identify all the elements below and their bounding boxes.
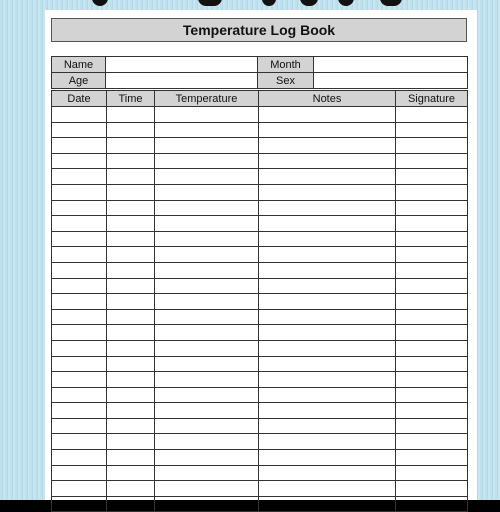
table-row	[52, 340, 468, 356]
notes-cell[interactable]	[259, 122, 396, 138]
notes-cell[interactable]	[259, 247, 396, 263]
temperature-cell[interactable]	[155, 403, 259, 419]
signature-cell[interactable]	[396, 278, 468, 294]
temperature-cell[interactable]	[155, 247, 259, 263]
signature-cell[interactable]	[396, 184, 468, 200]
date-cell[interactable]	[52, 153, 107, 169]
age-label: Age	[52, 73, 106, 89]
table-row	[52, 153, 468, 169]
time-cell[interactable]	[107, 450, 155, 466]
signature-cell[interactable]	[396, 450, 468, 466]
signature-cell[interactable]	[396, 309, 468, 325]
temperature-cell[interactable]	[155, 496, 259, 512]
table-row	[52, 184, 468, 200]
date-cell[interactable]	[52, 465, 107, 481]
month-label: Month	[258, 57, 314, 73]
date-cell[interactable]	[52, 122, 107, 138]
table-row	[52, 418, 468, 434]
notes-cell[interactable]	[259, 465, 396, 481]
time-cell[interactable]	[107, 372, 155, 388]
time-cell[interactable]	[107, 138, 155, 154]
table-row	[52, 216, 468, 232]
signature-cell[interactable]	[396, 387, 468, 403]
month-field[interactable]	[314, 57, 468, 73]
signature-cell[interactable]	[396, 294, 468, 310]
temperature-cell[interactable]	[155, 294, 259, 310]
time-cell[interactable]	[107, 231, 155, 247]
table-row	[52, 465, 468, 481]
table-row	[52, 309, 468, 325]
time-cell[interactable]	[107, 216, 155, 232]
table-row	[52, 169, 468, 185]
temperature-cell[interactable]	[155, 450, 259, 466]
notes-cell[interactable]	[259, 231, 396, 247]
time-cell[interactable]	[107, 481, 155, 497]
signature-cell[interactable]	[396, 107, 468, 123]
signature-cell[interactable]	[396, 403, 468, 419]
table-row	[52, 107, 468, 123]
notes-cell[interactable]	[259, 153, 396, 169]
table-row	[52, 122, 468, 138]
table-row	[52, 496, 468, 512]
time-cell[interactable]	[107, 403, 155, 419]
date-cell[interactable]	[52, 372, 107, 388]
log-table	[51, 90, 468, 512]
column-header-date: Date	[52, 91, 107, 107]
signature-cell[interactable]	[396, 481, 468, 497]
time-cell[interactable]	[107, 325, 155, 341]
signature-cell[interactable]	[396, 138, 468, 154]
temperature-cell[interactable]	[155, 465, 259, 481]
date-cell[interactable]	[52, 138, 107, 154]
signature-cell[interactable]	[396, 496, 468, 512]
temperature-cell[interactable]	[155, 262, 259, 278]
time-cell[interactable]	[107, 309, 155, 325]
notes-cell[interactable]	[259, 481, 396, 497]
name-label: Name	[52, 57, 106, 73]
temperature-cell[interactable]	[155, 231, 259, 247]
table-row	[52, 278, 468, 294]
table-row	[52, 372, 468, 388]
notes-cell[interactable]	[259, 262, 396, 278]
temperature-cell[interactable]	[155, 387, 259, 403]
temperature-cell[interactable]	[155, 372, 259, 388]
time-cell[interactable]	[107, 434, 155, 450]
date-cell[interactable]	[52, 278, 107, 294]
table-row	[52, 481, 468, 497]
date-cell[interactable]	[52, 184, 107, 200]
date-cell[interactable]	[52, 496, 107, 512]
notes-cell[interactable]	[259, 434, 396, 450]
notes-cell[interactable]	[259, 356, 396, 372]
date-cell[interactable]	[52, 356, 107, 372]
temperature-cell[interactable]	[155, 309, 259, 325]
notes-cell[interactable]	[259, 169, 396, 185]
column-header-time: Time	[107, 91, 155, 107]
date-cell[interactable]	[52, 325, 107, 341]
date-cell[interactable]	[52, 403, 107, 419]
notes-cell[interactable]	[259, 496, 396, 512]
temperature-cell[interactable]	[155, 325, 259, 341]
notes-cell[interactable]	[259, 325, 396, 341]
time-cell[interactable]	[107, 294, 155, 310]
notes-cell[interactable]	[259, 278, 396, 294]
notes-cell[interactable]	[259, 184, 396, 200]
info-row-name-month	[52, 57, 468, 73]
cover-title-fragment	[0, 0, 500, 8]
temperature-cell[interactable]	[155, 481, 259, 497]
date-cell[interactable]	[52, 107, 107, 123]
signature-cell[interactable]	[396, 325, 468, 341]
table-row	[52, 262, 468, 278]
temperature-cell[interactable]	[155, 184, 259, 200]
date-cell[interactable]	[52, 200, 107, 216]
notes-cell[interactable]	[259, 372, 396, 388]
notes-cell[interactable]	[259, 340, 396, 356]
temperature-cell[interactable]	[155, 216, 259, 232]
table-row	[52, 138, 468, 154]
temperature-cell[interactable]	[155, 107, 259, 123]
log-body	[52, 107, 468, 512]
log-page	[45, 10, 477, 500]
notes-cell[interactable]	[259, 200, 396, 216]
table-row	[52, 434, 468, 450]
temperature-cell[interactable]	[155, 278, 259, 294]
date-cell[interactable]	[52, 387, 107, 403]
signature-cell[interactable]	[396, 247, 468, 263]
time-cell[interactable]	[107, 200, 155, 216]
column-header-temperature: Temperature	[155, 91, 259, 107]
date-cell[interactable]	[52, 450, 107, 466]
notes-cell[interactable]	[259, 450, 396, 466]
info-table	[51, 56, 468, 89]
time-cell[interactable]	[107, 418, 155, 434]
date-cell[interactable]	[52, 231, 107, 247]
date-cell[interactable]	[52, 294, 107, 310]
temperature-cell[interactable]	[155, 122, 259, 138]
table-row	[52, 294, 468, 310]
date-cell[interactable]	[52, 262, 107, 278]
date-cell[interactable]	[52, 340, 107, 356]
signature-cell[interactable]	[396, 200, 468, 216]
table-row	[52, 247, 468, 263]
table-row	[52, 325, 468, 341]
table-row	[52, 356, 468, 372]
date-cell[interactable]	[52, 247, 107, 263]
time-cell[interactable]	[107, 465, 155, 481]
time-cell[interactable]	[107, 356, 155, 372]
temperature-cell[interactable]	[155, 434, 259, 450]
signature-cell[interactable]	[396, 465, 468, 481]
time-cell[interactable]	[107, 107, 155, 123]
temperature-cell[interactable]	[155, 356, 259, 372]
signature-cell[interactable]	[396, 169, 468, 185]
column-header-notes: Notes	[259, 91, 396, 107]
age-field[interactable]	[106, 73, 258, 89]
sex-field[interactable]	[314, 73, 468, 89]
signature-cell[interactable]	[396, 216, 468, 232]
signature-cell[interactable]	[396, 122, 468, 138]
notes-cell[interactable]	[259, 418, 396, 434]
notes-cell[interactable]	[259, 216, 396, 232]
notes-cell[interactable]	[259, 107, 396, 123]
temperature-cell[interactable]	[155, 200, 259, 216]
time-cell[interactable]	[107, 387, 155, 403]
info-row-age-sex	[52, 73, 468, 89]
date-cell[interactable]	[52, 418, 107, 434]
temperature-cell[interactable]	[155, 340, 259, 356]
date-cell[interactable]	[52, 481, 107, 497]
signature-cell[interactable]	[396, 356, 468, 372]
date-cell[interactable]	[52, 434, 107, 450]
temperature-cell[interactable]	[155, 153, 259, 169]
notes-cell[interactable]	[259, 138, 396, 154]
table-row	[52, 387, 468, 403]
date-cell[interactable]	[52, 216, 107, 232]
time-cell[interactable]	[107, 340, 155, 356]
column-header-signature: Signature	[396, 91, 468, 107]
signature-cell[interactable]	[396, 418, 468, 434]
temperature-cell[interactable]	[155, 138, 259, 154]
time-cell[interactable]	[107, 496, 155, 512]
date-cell[interactable]	[52, 169, 107, 185]
table-row	[52, 231, 468, 247]
table-row	[52, 403, 468, 419]
signature-cell[interactable]	[396, 340, 468, 356]
signature-cell[interactable]	[396, 372, 468, 388]
time-cell[interactable]	[107, 247, 155, 263]
time-cell[interactable]	[107, 278, 155, 294]
notes-cell[interactable]	[259, 387, 396, 403]
temperature-cell[interactable]	[155, 169, 259, 185]
table-row	[52, 450, 468, 466]
notes-cell[interactable]	[259, 309, 396, 325]
date-cell[interactable]	[52, 309, 107, 325]
sex-label: Sex	[258, 73, 314, 89]
signature-cell[interactable]	[396, 262, 468, 278]
signature-cell[interactable]	[396, 153, 468, 169]
table-row	[52, 200, 468, 216]
time-cell[interactable]	[107, 153, 155, 169]
time-cell[interactable]	[107, 169, 155, 185]
notes-cell[interactable]	[259, 403, 396, 419]
name-field[interactable]	[106, 57, 258, 73]
notes-cell[interactable]	[259, 294, 396, 310]
time-cell[interactable]	[107, 184, 155, 200]
time-cell[interactable]	[107, 262, 155, 278]
signature-cell[interactable]	[396, 231, 468, 247]
time-cell[interactable]	[107, 122, 155, 138]
log-header-row	[52, 91, 468, 107]
signature-cell[interactable]	[396, 434, 468, 450]
temperature-cell[interactable]	[155, 418, 259, 434]
page-title: Temperature Log Book	[51, 18, 467, 42]
